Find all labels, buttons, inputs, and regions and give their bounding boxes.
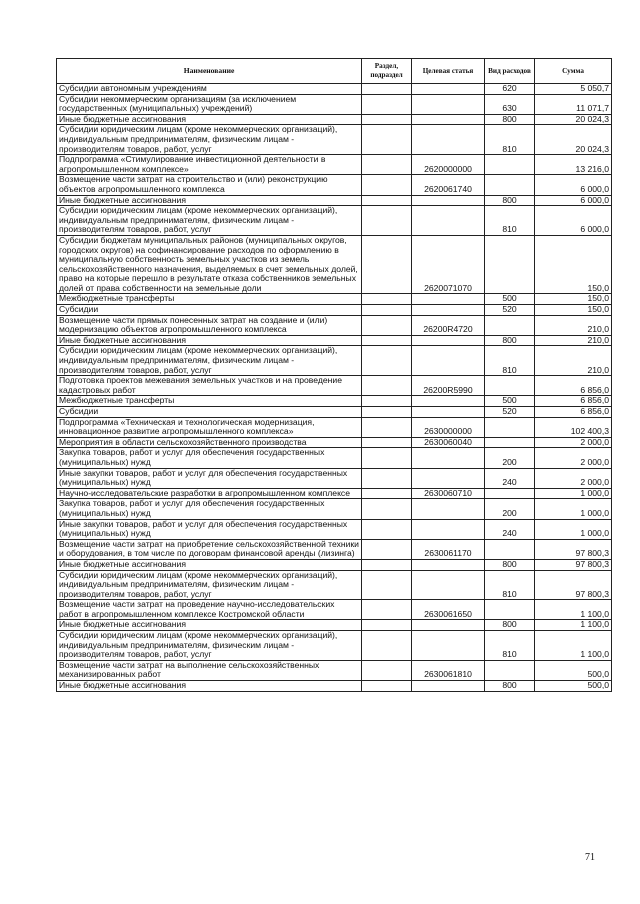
cell-target <box>412 114 485 125</box>
cell-name: Подпрограмма «Стимулирование инвестиционной деятельности в агропромышленном комплексе» <box>57 155 362 175</box>
cell-name: Субсидии юридическим лицам (кроме некоммерческих организаций), индивидуальным предпринимателям, физическим лицам - производителям товаров, работ, услуг <box>57 570 362 600</box>
cell-type: 240 <box>485 519 535 539</box>
cell-name: Мероприятия в области сельскохозяйственного производства <box>57 437 362 448</box>
cell-section <box>362 195 412 206</box>
cell-section <box>362 448 412 468</box>
cell-target: 2630000000 <box>412 417 485 437</box>
cell-type <box>485 437 535 448</box>
cell-target <box>412 94 485 114</box>
cell-sum: 6 000,0 <box>535 175 612 195</box>
cell-target <box>412 294 485 305</box>
cell-sum: 6 856,0 <box>535 376 612 396</box>
cell-section <box>362 155 412 175</box>
cell-sum: 102 400,3 <box>535 417 612 437</box>
cell-name: Межбюджетные трансферты <box>57 396 362 407</box>
cell-name: Иные закупки товаров, работ и услуг для обеспечения государственных (муниципальных) нужд <box>57 519 362 539</box>
cell-target: 26200R5990 <box>412 376 485 396</box>
cell-target <box>412 559 485 570</box>
cell-sum: 1 100,0 <box>535 620 612 631</box>
cell-name: Возмещение части затрат на строительство и (или) реконструкцию объектов агропромышленного комплекса <box>57 175 362 195</box>
cell-name: Подготовка проектов межевания земельных участков и на проведение кадастровых работ <box>57 376 362 396</box>
cell-section <box>362 468 412 488</box>
table-row <box>57 235 612 294</box>
table-body <box>57 84 612 692</box>
table-row <box>57 468 612 488</box>
cell-name: Возмещение части затрат на проведение научно-исследовательских работ в агропромышленном комплексе Костромской области <box>57 600 362 620</box>
cell-sum: 210,0 <box>535 335 612 346</box>
cell-type <box>485 235 535 294</box>
cell-sum: 6 000,0 <box>535 206 612 236</box>
cell-section <box>362 94 412 114</box>
cell-target <box>412 125 485 155</box>
cell-name: Субсидии юридическим лицам (кроме некоммерческих организаций), индивидуальным предпринимателям, физическим лицам - производителям товаров, работ, услуг <box>57 206 362 236</box>
cell-type: 500 <box>485 396 535 407</box>
cell-name: Межбюджетные трансферты <box>57 294 362 305</box>
cell-target <box>412 407 485 418</box>
header-target: Целевая статья <box>412 59 485 84</box>
table-row <box>57 570 612 600</box>
cell-section <box>362 417 412 437</box>
cell-target <box>412 346 485 376</box>
cell-section <box>362 407 412 418</box>
header-type: Вид расходов <box>485 59 535 84</box>
table-row <box>57 600 612 620</box>
cell-target <box>412 305 485 316</box>
cell-section <box>362 600 412 620</box>
cell-type: 200 <box>485 448 535 468</box>
cell-type <box>485 600 535 620</box>
cell-type: 800 <box>485 114 535 125</box>
cell-type: 240 <box>485 468 535 488</box>
cell-section <box>362 315 412 335</box>
cell-target <box>412 570 485 600</box>
cell-sum: 13 216,0 <box>535 155 612 175</box>
cell-type: 810 <box>485 631 535 661</box>
table-row <box>57 315 612 335</box>
cell-section <box>362 206 412 236</box>
cell-type: 800 <box>485 559 535 570</box>
table-row <box>57 396 612 407</box>
cell-type: 630 <box>485 94 535 114</box>
cell-type <box>485 315 535 335</box>
cell-section <box>362 305 412 316</box>
table-row <box>57 437 612 448</box>
cell-name: Субсидии бюджетам муниципальных районов (муниципальных округов, городских округов) на софинансирование расходов по оформлению в муниципальную собственность земельных участков из земель сельскохозяйственного назначения, выделяемых в счет земельных долей, право на которые перешло в результате отказа собственников земельных долей от права собственности на земельные доли <box>57 235 362 294</box>
cell-sum: 6 856,0 <box>535 407 612 418</box>
cell-section <box>362 488 412 499</box>
cell-target <box>412 468 485 488</box>
cell-section <box>362 620 412 631</box>
cell-type: 800 <box>485 195 535 206</box>
cell-type <box>485 175 535 195</box>
cell-name: Субсидии юридическим лицам (кроме некоммерческих организаций), индивидуальным предпринимателям, физическим лицам - производителям товаров, работ, услуг <box>57 346 362 376</box>
cell-type <box>485 539 535 559</box>
table-row <box>57 519 612 539</box>
cell-section <box>362 84 412 95</box>
cell-sum: 2 000,0 <box>535 468 612 488</box>
cell-type: 520 <box>485 305 535 316</box>
cell-target <box>412 84 485 95</box>
table-row <box>57 335 612 346</box>
cell-sum: 5 050,7 <box>535 84 612 95</box>
cell-name: Иные бюджетные ассигнования <box>57 559 362 570</box>
cell-target <box>412 681 485 692</box>
cell-section <box>362 539 412 559</box>
table-row <box>57 175 612 195</box>
cell-name: Субсидии <box>57 407 362 418</box>
header-section: Раздел, подраздел <box>362 59 412 84</box>
cell-type: 810 <box>485 346 535 376</box>
table-row <box>57 155 612 175</box>
cell-sum: 6 000,0 <box>535 195 612 206</box>
cell-section <box>362 570 412 600</box>
cell-section <box>362 559 412 570</box>
table-row <box>57 195 612 206</box>
cell-name: Субсидии юридическим лицам (кроме некоммерческих организаций), индивидуальным предпринимателям, физическим лицам - производителям товаров, работ, услуг <box>57 125 362 155</box>
cell-type: 800 <box>485 620 535 631</box>
cell-type: 800 <box>485 681 535 692</box>
cell-name: Закупка товаров, работ и услуг для обеспечения государственных (муниципальных) нужд <box>57 448 362 468</box>
cell-sum: 1 100,0 <box>535 600 612 620</box>
cell-target <box>412 396 485 407</box>
cell-sum: 20 024,3 <box>535 125 612 155</box>
cell-target: 2630060040 <box>412 437 485 448</box>
cell-sum: 97 800,3 <box>535 570 612 600</box>
cell-target <box>412 448 485 468</box>
cell-sum: 20 024,3 <box>535 114 612 125</box>
cell-section <box>362 114 412 125</box>
table-row <box>57 84 612 95</box>
cell-section <box>362 125 412 155</box>
cell-target <box>412 620 485 631</box>
cell-type <box>485 155 535 175</box>
table-row <box>57 559 612 570</box>
cell-target: 2630061170 <box>412 539 485 559</box>
cell-section <box>362 681 412 692</box>
cell-sum: 1 100,0 <box>535 631 612 661</box>
cell-name: Возмещение части затрат на выполнение сельскохозяйственных механизированных работ <box>57 660 362 680</box>
table-row <box>57 125 612 155</box>
table-row <box>57 660 612 680</box>
cell-name: Иные бюджетные ассигнования <box>57 335 362 346</box>
cell-type: 620 <box>485 84 535 95</box>
cell-sum: 500,0 <box>535 660 612 680</box>
cell-name: Возмещение части затрат на приобретение сельскохозяйственной техники и оборудования, в том числе по договорам финансовой аренды (лизинга) <box>57 539 362 559</box>
cell-target <box>412 519 485 539</box>
cell-section <box>362 437 412 448</box>
cell-section <box>362 499 412 519</box>
cell-type: 810 <box>485 570 535 600</box>
cell-type: 520 <box>485 407 535 418</box>
cell-type <box>485 417 535 437</box>
cell-sum: 500,0 <box>535 681 612 692</box>
cell-sum: 1 000,0 <box>535 488 612 499</box>
cell-target: 2620000000 <box>412 155 485 175</box>
cell-name: Субсидии автономным учреждениям <box>57 84 362 95</box>
cell-section <box>362 294 412 305</box>
cell-sum: 97 800,3 <box>535 559 612 570</box>
table-row <box>57 539 612 559</box>
table-row <box>57 94 612 114</box>
cell-sum: 97 800,3 <box>535 539 612 559</box>
cell-type <box>485 488 535 499</box>
cell-section <box>362 376 412 396</box>
cell-section <box>362 660 412 680</box>
cell-name: Иные бюджетные ассигнования <box>57 620 362 631</box>
budget-table <box>56 58 612 692</box>
cell-section <box>362 631 412 661</box>
cell-type <box>485 376 535 396</box>
cell-target: 2630060710 <box>412 488 485 499</box>
cell-sum: 6 856,0 <box>535 396 612 407</box>
cell-type: 810 <box>485 125 535 155</box>
table-row <box>57 417 612 437</box>
table-row <box>57 407 612 418</box>
cell-name: Возмещение части прямых понесенных затрат на создание и (или) модернизацию объектов агропромышленного комплекса <box>57 315 362 335</box>
cell-target <box>412 631 485 661</box>
table-row <box>57 620 612 631</box>
table-row <box>57 114 612 125</box>
cell-target: 2620061740 <box>412 175 485 195</box>
cell-sum: 2 000,0 <box>535 437 612 448</box>
cell-section <box>362 235 412 294</box>
cell-name: Иные бюджетные ассигнования <box>57 195 362 206</box>
cell-name: Субсидии <box>57 305 362 316</box>
cell-type <box>485 660 535 680</box>
cell-sum: 11 071,7 <box>535 94 612 114</box>
table-row <box>57 488 612 499</box>
cell-target <box>412 206 485 236</box>
cell-sum: 150,0 <box>535 235 612 294</box>
cell-section <box>362 519 412 539</box>
cell-section <box>362 175 412 195</box>
cell-type: 500 <box>485 294 535 305</box>
cell-name: Иные бюджетные ассигнования <box>57 681 362 692</box>
table-row <box>57 294 612 305</box>
header-sum: Сумма <box>535 59 612 84</box>
cell-name: Подпрограмма «Техническая и технологическая модернизация, инновационное развитие агропромышленного комплекса» <box>57 417 362 437</box>
cell-type: 800 <box>485 335 535 346</box>
cell-section <box>362 346 412 376</box>
cell-type: 810 <box>485 206 535 236</box>
table-row <box>57 346 612 376</box>
table-row <box>57 305 612 316</box>
cell-sum: 150,0 <box>535 305 612 316</box>
table-row <box>57 631 612 661</box>
cell-sum: 150,0 <box>535 294 612 305</box>
cell-type: 200 <box>485 499 535 519</box>
cell-section <box>362 335 412 346</box>
cell-name: Субсидии юридическим лицам (кроме некоммерческих организаций), индивидуальным предпринимателям, физическим лицам - производителям товаров, работ, услуг <box>57 631 362 661</box>
table-row <box>57 376 612 396</box>
cell-sum: 2 000,0 <box>535 448 612 468</box>
table-header-row <box>57 59 612 84</box>
header-name: Наименование <box>57 59 362 84</box>
table-row <box>57 448 612 468</box>
cell-target: 26200R4720 <box>412 315 485 335</box>
cell-name: Закупка товаров, работ и услуг для обеспечения государственных (муниципальных) нужд <box>57 499 362 519</box>
table-row <box>57 681 612 692</box>
cell-sum: 210,0 <box>535 346 612 376</box>
cell-name: Иные закупки товаров, работ и услуг для обеспечения государственных (муниципальных) нужд <box>57 468 362 488</box>
cell-target <box>412 195 485 206</box>
page-number: 71 <box>585 852 595 863</box>
cell-sum: 210,0 <box>535 315 612 335</box>
table-row <box>57 206 612 236</box>
cell-name: Субсидии некоммерческим организациям (за исключением государственных (муниципальных) учреждений) <box>57 94 362 114</box>
cell-name: Научно-исследовательские разработки в агропромышленном комплексе <box>57 488 362 499</box>
cell-target: 2620071070 <box>412 235 485 294</box>
cell-target: 2630061810 <box>412 660 485 680</box>
cell-sum: 1 000,0 <box>535 519 612 539</box>
cell-target <box>412 499 485 519</box>
cell-name: Иные бюджетные ассигнования <box>57 114 362 125</box>
table-row <box>57 499 612 519</box>
cell-section <box>362 396 412 407</box>
cell-sum: 1 000,0 <box>535 499 612 519</box>
cell-target: 2630061650 <box>412 600 485 620</box>
cell-target <box>412 335 485 346</box>
